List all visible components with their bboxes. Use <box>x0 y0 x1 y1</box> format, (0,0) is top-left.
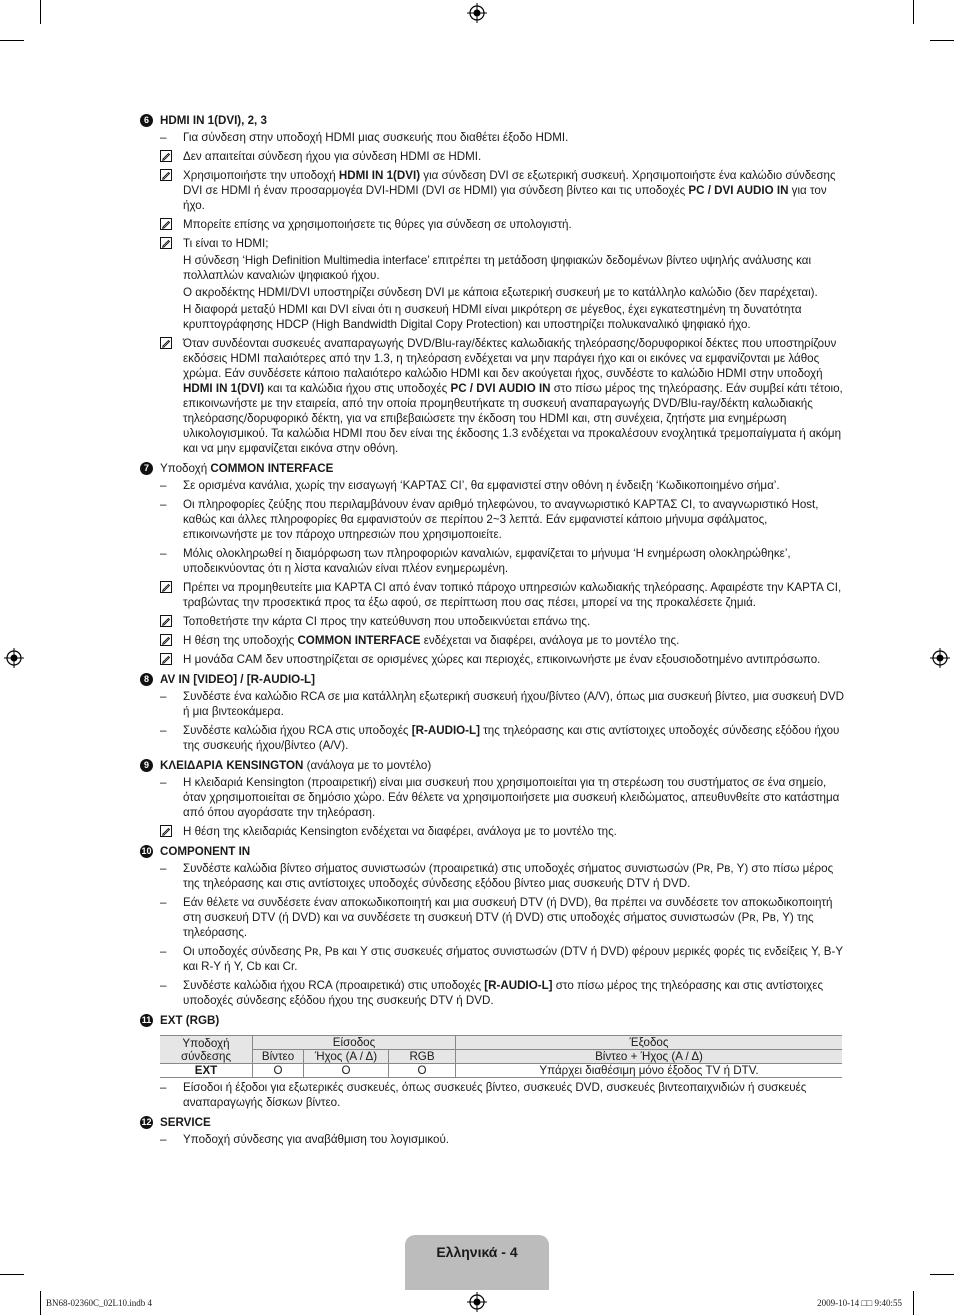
crop-mark <box>0 1274 24 1275</box>
paragraph <box>183 614 590 629</box>
section-9 <box>140 758 845 841</box>
note-item <box>160 217 845 234</box>
paragraph <box>183 861 845 891</box>
note-icon <box>160 652 183 669</box>
bold-term: PC / DVI AUDIO IN <box>450 382 551 395</box>
text-run: Η θέση της κλειδαριάς Kensington ενδέχεται να διαφέρει, ανάλογα με το μοντέλο της. <box>183 825 617 838</box>
bullet-item <box>160 1132 845 1149</box>
text-run: Χρησιμοποιήστε την υποδοχή <box>183 169 339 182</box>
bold-term: [R-AUDIO-L] <box>411 724 480 737</box>
section-12 <box>140 1115 845 1149</box>
page-number-tab <box>405 1235 549 1290</box>
text-run: Η σύνδεση ‘High Definition Multimedia interface’ επιτρέπει τη μετάδοση ψηφιακών δεδομένων βίντεο υψηλής ανάλυσης και πολλαπλών καναλιών ψηφιακού ήχου. <box>183 254 812 282</box>
item-text <box>183 1132 449 1149</box>
registration-mark-icon <box>4 648 24 668</box>
header-video: Βίντεο <box>253 1050 304 1064</box>
dash-bullet: – <box>160 979 167 992</box>
paragraph <box>183 497 845 542</box>
crop-mark <box>930 40 954 41</box>
dash-bullet: – <box>160 690 167 703</box>
bullet-item <box>160 497 845 544</box>
paragraph <box>183 236 845 251</box>
text-run: Εάν θέλετε να συνδέσετε έναν αποκωδικοποιητή και μια συσκευή DTV (ή DVD), θα πρέπει να συνδέσετε τον αποκωδικοποιητή στη συσκευή DTV (ή DVD) και να συνδέσετε τη συσκευή DTV (ή DVD) στις υποδοχές σήματος συνιστωσών (Pʀ, Pʙ, Y) της τηλεόρασης. <box>183 896 833 939</box>
row-video: O <box>253 1064 304 1078</box>
section-heading <box>140 672 845 687</box>
text-run: Συνδέστε καλώδια ήχου RCA (προαιρετικά) στις υποδοχές <box>183 979 485 992</box>
bold-term: PC / DVI AUDIO IN <box>688 184 789 197</box>
paragraph <box>183 217 572 232</box>
item-text <box>183 652 820 669</box>
item-text <box>183 478 780 495</box>
paragraph <box>183 149 481 164</box>
section-number-badge: 11 <box>141 1015 152 1025</box>
section-10 <box>140 844 845 1010</box>
note-icon <box>160 614 183 631</box>
item-text <box>183 130 568 147</box>
paragraph <box>183 285 845 300</box>
bullet-item <box>160 775 845 822</box>
dash-bullet: – <box>160 896 167 909</box>
paragraph <box>183 130 568 145</box>
row-audio: O <box>304 1064 389 1078</box>
section-number-badge: 10 <box>141 846 152 856</box>
text-run: Οι υποδοχές σύνδεσης Pʀ, Pʙ και Y στις συσκευές σήματος συνιστωσών (DTV ή DVD) φέρουν μερικές φορές τις ενδείξεις Y, B-Y και R-Y ή Y, Cb και Cr. <box>183 945 843 973</box>
paragraph <box>183 168 845 213</box>
ext-rgb-table <box>160 1035 842 1078</box>
dash-bullet: – <box>160 479 167 492</box>
registration-mark-icon <box>467 1292 487 1312</box>
bold-term: COMMON INTERFACE <box>297 634 421 647</box>
item-text <box>183 149 481 166</box>
section-heading <box>140 844 845 859</box>
section-title <box>160 844 250 859</box>
paragraph <box>183 723 845 753</box>
dash-bullet: – <box>160 131 167 144</box>
item-text <box>183 689 845 721</box>
dash-bullet: – <box>160 498 167 511</box>
text-run: για σύνδεση DVI σε εξωτερική συσκευή. Χρησιμοποιήστε ένα καλώδιο σύνδεσης DVI σε HDMI ή έναν προσαρμογέα DVI-HDMI (DVI σε HDMI) για σύνδεση βίντεο και τις υποδοχές <box>183 169 836 197</box>
section-number-badge: 8 <box>140 673 153 686</box>
text-run: Η κλειδαριά Kensington (προαιρετική) είναι μια συσκευή που χρησιμοποιείται για τη στερέωση του συστήματος σε ένα σημείο, όταν χρησιμοποιείται σε δημόσιο χώρο. Εάν θέλετε να χρησιμοποιήσετε μια συσκευή κλειδώματος, απευθυνθείτε στο κατάστημα από όπου αγοράσατε την τηλεόραση. <box>183 776 840 819</box>
text-run: Μπορείτε επίσης να χρησιμοποιήσετε τις θύρες για σύνδεση σε υπολογιστή. <box>183 218 572 231</box>
dash-bullet: – <box>160 724 167 737</box>
bullet-item <box>160 689 845 721</box>
item-text <box>183 1080 845 1112</box>
section-6 <box>140 113 845 458</box>
text-run: Τι είναι το HDMI; <box>183 237 269 250</box>
paragraph <box>183 633 679 648</box>
paragraph <box>183 824 617 839</box>
item-text <box>183 895 845 942</box>
section-title <box>160 1115 211 1130</box>
text-run: Η μονάδα CAM δεν υποστηρίζεται σε ορισμένες χώρες και περιοχές, επικοινωνήστε με έναν εξουσιοδοτημένο αντιπρόσωπο. <box>183 653 821 666</box>
section-heading <box>140 461 845 476</box>
note-icon <box>160 236 183 253</box>
section-heading <box>140 758 845 773</box>
text-run: Τοποθετήστε την κάρτα CI προς την κατεύθυνση που υποδεικνύεται επάνω της. <box>183 615 591 628</box>
text-run: στο πίσω μέρος της τηλεόρασης. Εάν συμβεί κάτι τέτοιο, επικοινωνήστε με την εταιρεία, από την οποία προμηθευτήκατε τη συσκευή αναπαραγωγής DVD/Blu-ray/δέκτη καλωδιακής τηλεόρασης/δορυφορικό δέκτη, για να επιβεβαιώσετε την έκδοση του HDMI και, στη συνέχεια, ζητήστε μια ενημέρωση υλικολογισμικού. Τα καλώδια HDMI που δεν είναι της έκδοσης 1.3 ενδέχεται να προκαλέσουν ενοχλητικά τρεμοπαίγματα ή ακόμη και να μην εμφανίζεται εικόνα στην οθόνη. <box>183 382 843 455</box>
item-text <box>183 633 679 650</box>
paragraph <box>183 580 845 610</box>
text-run: Η διαφορά μεταξύ HDMI και DVI είναι ότι η συσκευή HDMI είναι μικρότερη σε μέγεθος, έχει εγκατεστημένη τη δυνατότητα κρυπτογράφησης HDCP (High Bandwidth Digital Copy Protection) και υποστηρίζει πολυκαναλικό ψηφιακό ήχο. <box>183 303 802 331</box>
row-rgb: O <box>389 1064 456 1078</box>
item-text <box>183 168 845 215</box>
paragraph <box>183 775 845 820</box>
note-icon <box>160 824 183 841</box>
note-icon <box>160 336 183 353</box>
paragraph <box>183 546 845 576</box>
text-run: Ο ακροδέκτης HDMI/DVI υποστηρίζει σύνδεση DVI με κάποια εξωτερική συσκευή με το κατάλληλο καλώδιο (δεν παρέχεται). <box>183 286 818 299</box>
bold-term: [R-AUDIO-L] <box>484 979 553 992</box>
section-heading <box>140 1013 845 1028</box>
crop-mark <box>40 0 41 24</box>
text-run: Η θέση της υποδοχής <box>183 634 298 647</box>
paragraph <box>183 336 845 456</box>
header-rgb: RGB <box>389 1050 456 1064</box>
note-item <box>160 824 845 841</box>
section-number-badge: 7 <box>140 462 153 475</box>
note-item <box>160 336 845 458</box>
note-item <box>160 149 845 166</box>
item-text <box>183 775 845 822</box>
item-text <box>183 497 845 544</box>
dash-bullet: – <box>160 1133 167 1146</box>
table-row <box>160 1064 842 1078</box>
header-audio: Ήχος (Α / Δ) <box>304 1050 389 1064</box>
text-run: Συνδέστε καλώδια ήχου RCA στις υποδοχές <box>183 724 412 737</box>
item-text <box>183 978 845 1010</box>
text-run: Είσοδοι ή έξοδοι για εξωτερικές συσκευές, όπως συσκευές βίντεο, συσκευές DVD, συσκευές βιντεοπαιχνιδιών ή συσκευές αναπαραγωγής δίσκων βίντεο. <box>183 1081 807 1109</box>
item-text <box>183 614 590 631</box>
dash-bullet: – <box>160 945 167 958</box>
section-11 <box>140 1013 845 1112</box>
text-run: Για σύνδεση στην υποδοχή HDMI μιας συσκευής που διαθέτει έξοδο HDMI. <box>183 131 569 144</box>
note-item <box>160 633 845 650</box>
footer-file-info: BN68-02360C_02L10.indb 4 <box>46 1298 153 1308</box>
note-icon <box>160 633 183 650</box>
section-heading <box>140 113 845 128</box>
crop-mark <box>40 1291 41 1315</box>
header-output: Έξοδος <box>456 1036 843 1050</box>
text-run: Συνδέστε καλώδια βίντεο σήματος συνιστωσών (προαιρετικά) στις υποδοχές σήματος συνιστωσών (Pʀ, Pʙ, Y) στο πίσω μέρος της τηλεόρασης και στις αντίστοιχες υποδοχές σύνδεσης εξόδου βίντεο μιας συσκευής DTV ή DVD. <box>183 862 834 890</box>
dash-bullet: – <box>160 547 167 560</box>
note-item <box>160 614 845 631</box>
dash-bullet: – <box>160 1081 167 1094</box>
section-8 <box>140 672 845 755</box>
text-run: Όταν συνδέονται συσκευές αναπαραγωγής DVD/Blu-ray/δέκτες καλωδιακής τηλεόρασης/δορυφορικοί δέκτες που υποστηρίζουν εκδόσεις HDMI παλαιότερες από την 1.3, η τηλεόραση ενδέχεται να μην παράγει ήχο και οι εικόνες να εμφανίζονται με λάθος χρώμα. Εάν συνδέσετε κάποιο παλαιότερο καλώδιο HDMI και δεν ακούγεται ήχος, συνδέστε το καλώδιο HDMI στην υποδοχή <box>183 337 837 380</box>
item-text <box>183 580 845 612</box>
crop-mark <box>913 0 914 24</box>
note-item <box>160 168 845 215</box>
crop-mark <box>913 1291 914 1315</box>
bullet-item <box>160 861 845 893</box>
text-run: για τον ήχο. <box>183 184 827 212</box>
item-text <box>183 824 617 841</box>
bullet-item <box>160 944 845 976</box>
section-title <box>160 672 315 687</box>
note-icon <box>160 168 183 185</box>
text-run: στο πίσω μέρος της τηλεόρασης και στις αντίστοιχες υποδοχές σύνδεσης εξόδου ήχου της συσκευής DTV ή DVD. <box>183 979 824 1007</box>
paragraph <box>183 302 845 332</box>
text-run: Δεν απαιτείται σύνδεση ήχου για σύνδεση HDMI σε HDMI. <box>183 150 482 163</box>
paragraph <box>183 895 845 940</box>
text-run: Μόλις ολοκληρωθεί η διαμόρφωση των πληροφοριών καναλιών, εμφανίζεται το μήνυμα ‘Η ενημέρωση ολοκληρώθηκε’, υποδεικνύοντας ότι η λίστα καναλιών είναι πλέον ενημερωμένη. <box>183 547 791 575</box>
note-item <box>160 236 845 334</box>
section-title-suffix: (ανάλογα με το μοντέλο) <box>303 759 432 772</box>
section-title-text: EXT (RGB) <box>160 1014 220 1027</box>
text-run: Συνδέστε ένα καλώδιο RCA σε μια κατάλληλη εξωτερική συσκευή ήχου/βίντεο (A/V), όπως μια συσκευή βίντεο, μια συσκευή DVD ή μια βιντεοκάμερα. <box>183 690 844 718</box>
dash-bullet: – <box>160 862 167 875</box>
section-7 <box>140 461 845 669</box>
item-text <box>183 336 845 458</box>
item-text <box>183 861 845 893</box>
section-title <box>160 758 431 773</box>
section-title-text: COMPONENT IN <box>160 845 251 858</box>
bullet-item <box>160 1080 845 1112</box>
item-text <box>183 217 572 234</box>
section-number-badge: 12 <box>141 1117 152 1127</box>
note-item <box>160 580 845 612</box>
paragraph <box>183 478 780 493</box>
bullet-item <box>160 130 845 147</box>
paragraph <box>183 689 845 719</box>
manual-content <box>140 110 845 1151</box>
registration-mark-icon <box>467 3 487 23</box>
section-number-badge: 9 <box>140 759 153 772</box>
table-header-row <box>160 1036 842 1050</box>
footer-timestamp: 2009-10-14 □□ 9:40:55 <box>817 1298 902 1308</box>
item-text <box>183 236 845 334</box>
row-name: EXT <box>160 1064 253 1078</box>
header-input: Είσοδος <box>253 1036 456 1050</box>
note-icon <box>160 149 183 166</box>
paragraph <box>183 1132 449 1147</box>
paragraph <box>183 1080 845 1110</box>
bullet-item <box>160 546 845 578</box>
section-title <box>160 113 267 128</box>
bold-term: HDMI IN 1(DVI) <box>183 382 265 395</box>
section-title-text: SERVICE <box>160 1116 211 1129</box>
registration-mark-icon <box>930 648 950 668</box>
crop-mark <box>0 40 24 41</box>
page-label: Ελληνικά - 4 <box>436 1244 518 1260</box>
paragraph <box>183 652 820 667</box>
paragraph <box>183 944 845 974</box>
dash-bullet: – <box>160 776 167 789</box>
text-run: της τηλεόρασης και στις αντίστοιχες υποδοχές σύνδεσης εξόδου ήχου της συσκευής ήχου/βίντεο (A/V). <box>183 724 840 752</box>
item-text <box>183 944 845 976</box>
section-title-text: ΚΛΕΙΔΑΡΙΑ KENSINGTON <box>160 759 304 772</box>
paragraph <box>183 253 845 283</box>
text-run: και τα καλώδια ήχου στις υποδοχές <box>264 382 451 395</box>
note-item <box>160 652 845 669</box>
note-icon <box>160 580 183 597</box>
section-title <box>160 461 333 476</box>
paragraph <box>183 978 845 1008</box>
section-heading <box>140 1115 845 1130</box>
text-run: Υποδοχή σύνδεσης για αναβάθμιση του λογισμικού. <box>183 1133 450 1146</box>
row-output: Υπάρχει διαθέσιμη μόνο έξοδος TV ή DTV. <box>456 1064 843 1078</box>
bold-term: HDMI IN 1(DVI) <box>338 169 421 182</box>
bullet-item <box>160 895 845 942</box>
section-number-badge: 6 <box>140 114 153 127</box>
note-icon <box>160 217 183 234</box>
section-title-text: HDMI IN 1(DVI), 2, 3 <box>160 114 267 127</box>
text-run: Σε ορισμένα κανάλια, χωρίς την εισαγωγή ‘ΚΑΡΤΑΣ CI’, θα εμφανιστεί στην οθόνη η ένδειξη ‘Κωδικοποιημένο σήμα’. <box>183 479 780 492</box>
item-text <box>183 546 845 578</box>
bullet-item <box>160 478 845 495</box>
text-run: ενδέχεται να διαφέρει, ανάλογα με το μοντέλο της. <box>420 634 680 647</box>
section-title-prefix: Υποδοχή <box>160 462 211 475</box>
section-title <box>160 1013 219 1028</box>
item-text <box>183 723 845 755</box>
header-output-sub: Βίντεο + Ήχος (Α / Δ) <box>456 1050 843 1064</box>
bullet-item <box>160 723 845 755</box>
text-run: Πρέπει να προμηθευτείτε μια ΚΑΡΤΑ CI από έναν τοπικό πάροχο υπηρεσιών καλωδιακής τηλεόρασης. Αφαιρέστε την ΚΑΡΤΑ CI, τραβώντας την προσεκτικά προς τα έξω αφού, σε περίπτωση που σας πέσει, μπορεί να της προκαλέσετε ζημιά. <box>183 581 842 609</box>
table-subheader-row <box>160 1050 842 1064</box>
header-connector: Υποδοχή σύνδεσης <box>160 1036 253 1064</box>
text-run: Οι πληροφορίες ζεύξης που περιλαμβάνουν έναν αριθμό τηλεφώνου, το αναγνωριστικό ΚΑΡΤΑΣ CI, το αναγνωριστικό Host, καθώς και άλλες πληροφορίες θα εμφανιστούν σε περίπου 2~3 λεπτά. Εάν εμφανιστεί κάποιο μήνυμα σφάλματος, επικοινωνήστε με τον πάροχο υπηρεσιών που χρησιμοποιείτε. <box>183 498 819 541</box>
bullet-item <box>160 978 845 1010</box>
crop-mark <box>930 1274 954 1275</box>
section-title-text: COMMON INTERFACE <box>210 462 334 475</box>
section-title-text: AV IN [VIDEO] / [R-AUDIO-L] <box>160 673 315 686</box>
